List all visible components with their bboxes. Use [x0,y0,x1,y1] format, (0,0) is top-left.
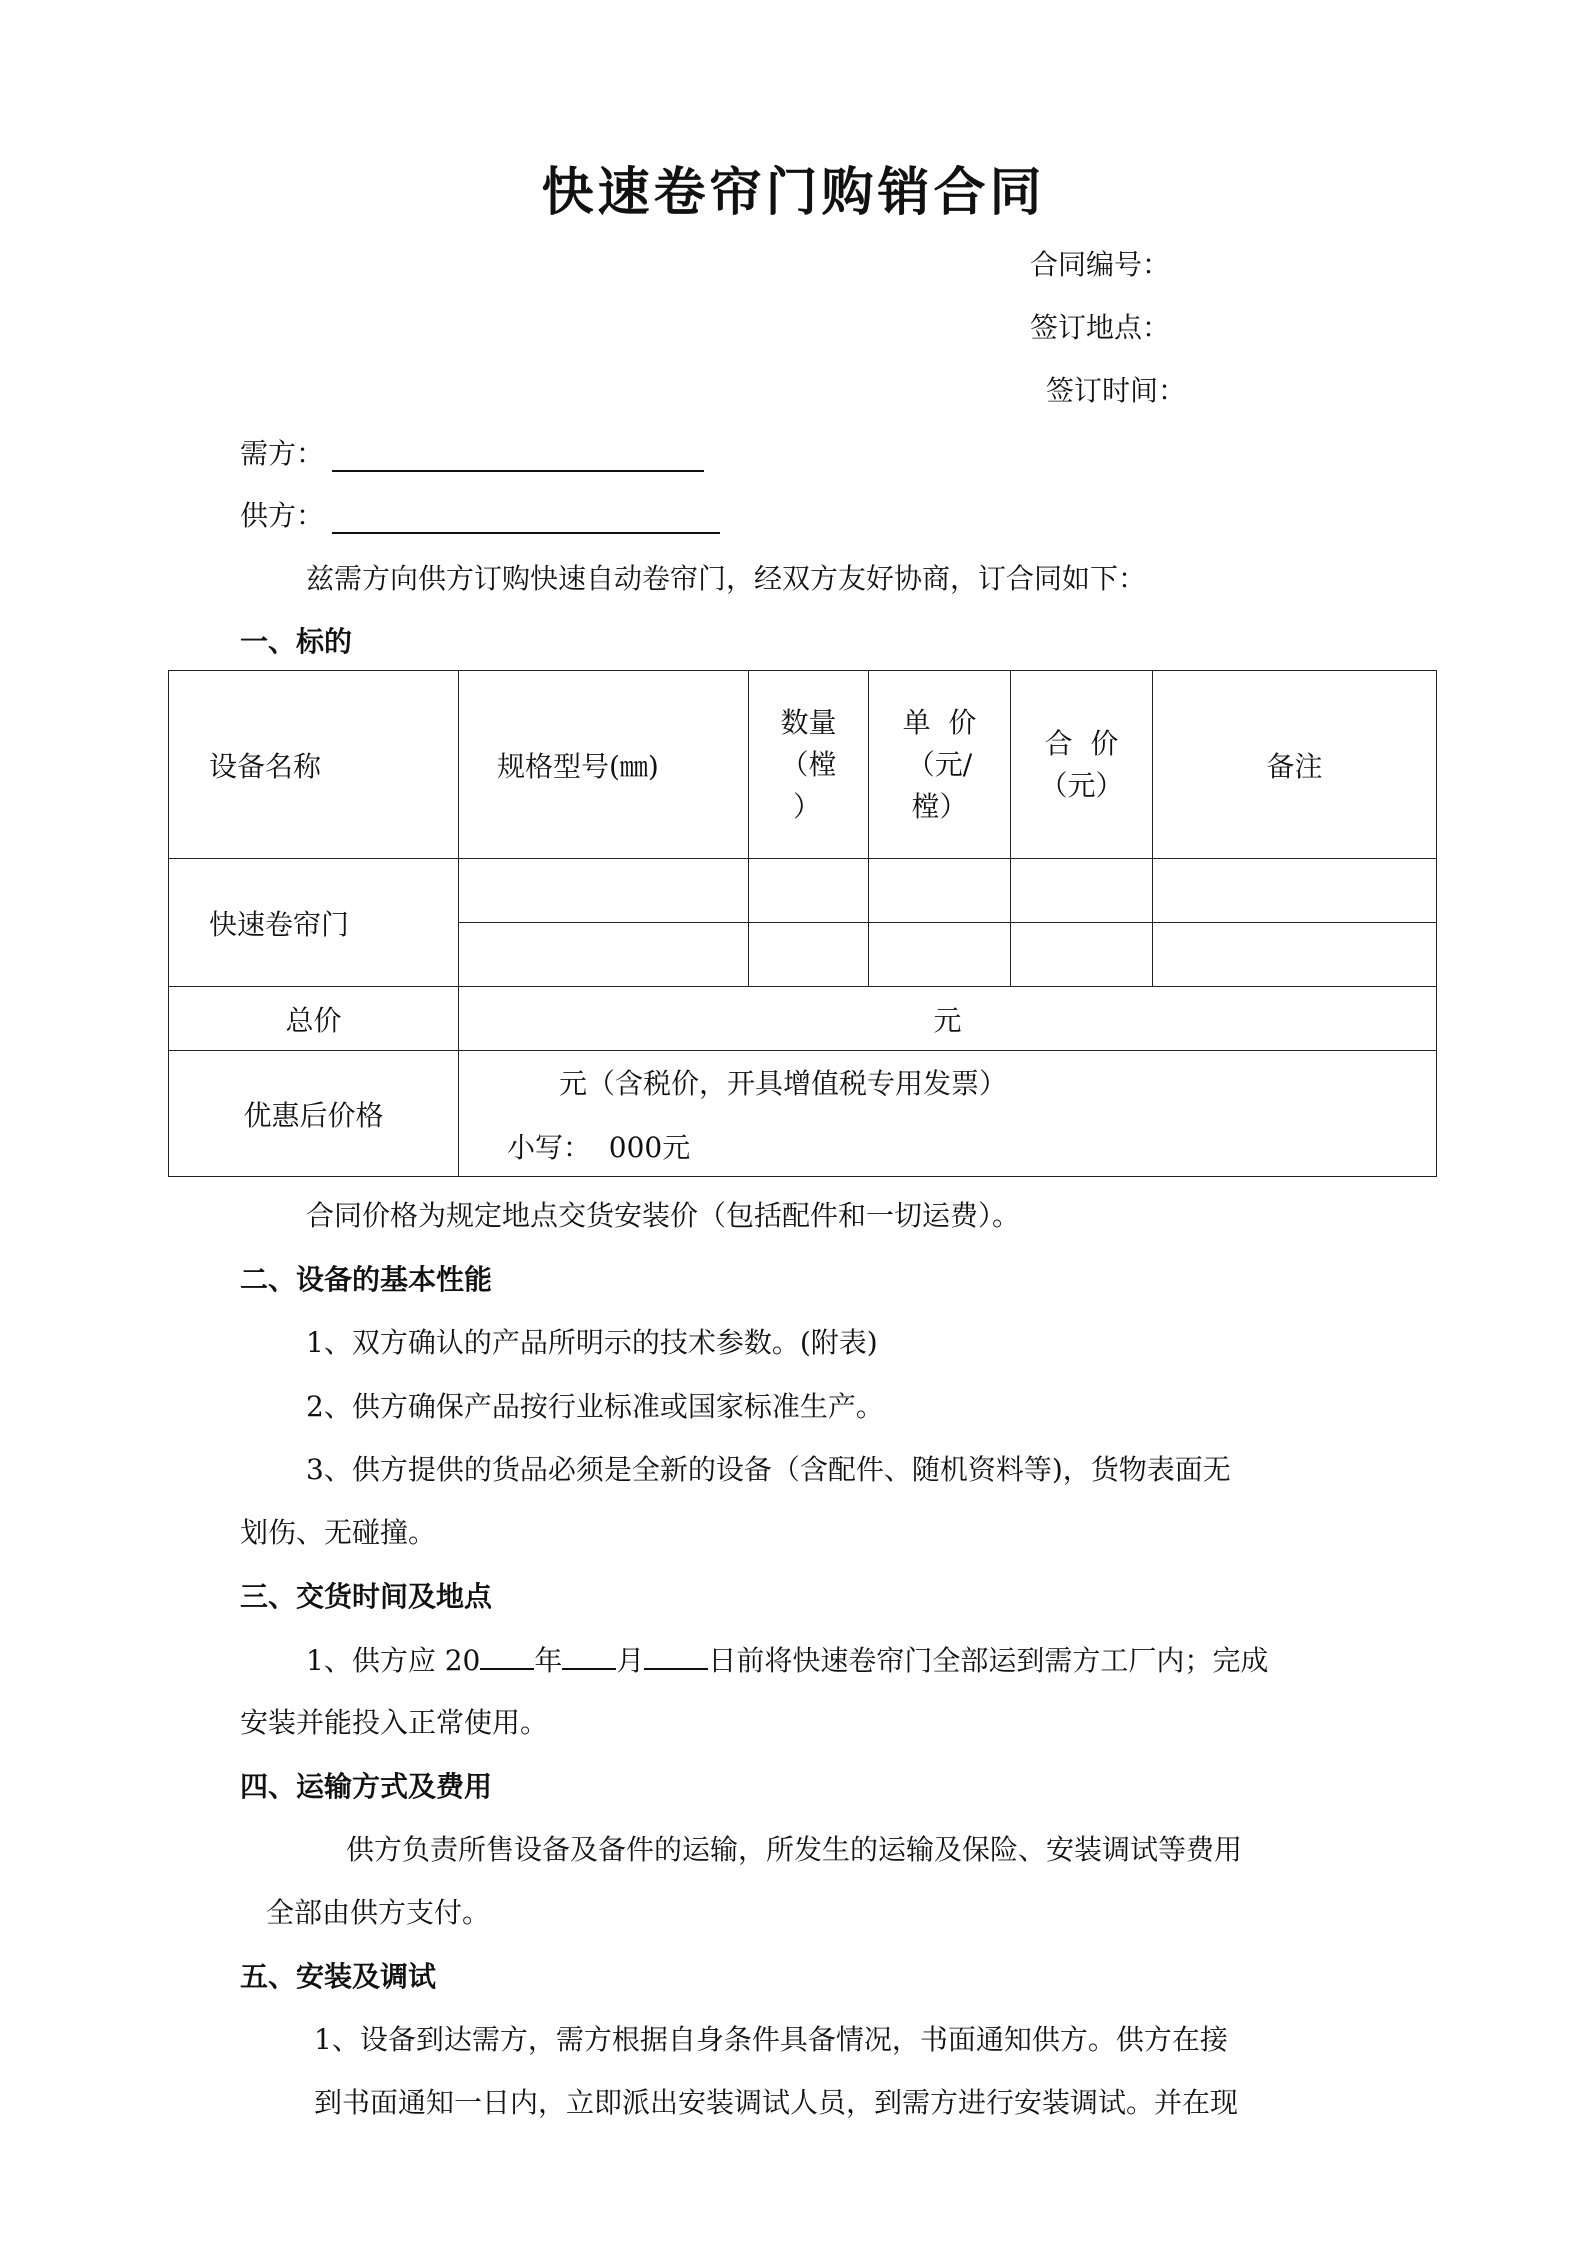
header-quantity [749,671,869,859]
header-total-price [1011,671,1153,859]
quantity-cell[interactable] [749,923,869,987]
header-quantity-line2: （樘 [780,747,837,781]
discount-price-line: 元（含税价，开具增值税专用发票） [559,1066,1008,1100]
quantity-cell[interactable] [749,859,869,923]
contract-number-label: 合同编号： [1030,248,1171,281]
section-2-item-1: 1、双方确认的产品所明示的技术参数。(附表) [306,1326,878,1359]
discount-amount-line: 小写： 000元 [507,1130,691,1164]
section-3-line2: 安装并能投入正常使用。 [240,1706,549,1739]
remark-cell[interactable] [1153,859,1437,923]
discount-value-cell [459,1051,1437,1177]
section-2-heading: 二、设备的基本性能 [240,1263,493,1296]
header-total-price-line2: （元） [1039,768,1124,802]
section-4-line1: 供方负责所售设备及备件的运输，所发生的运输及保险、安装调试等费用 [346,1833,1243,1866]
table-row [169,859,1437,923]
delivery-month-blank[interactable] [562,1638,616,1670]
delivery-year-blank[interactable] [480,1638,534,1670]
section-4-heading: 四、运输方式及费用 [240,1770,493,1803]
section-4-line2: 全部由供方支付。 [266,1896,491,1929]
delivery-year-label: 年 [534,1644,563,1677]
discount-row [169,1051,1437,1177]
intro-paragraph: 兹需方向供方订购快速自动卷帘门，经双方友好协商，订合同如下： [306,562,1147,595]
buyer-row [240,432,704,472]
header-unit-price [869,671,1011,859]
section-3-line1 [306,1638,1268,1679]
section-3-heading: 三、交货时间及地点 [240,1580,493,1613]
table-header-row [169,671,1437,859]
section-1-heading: 一、标的 [240,625,353,658]
header-quantity-line3: ） [793,789,822,823]
unit-price-cell[interactable] [869,923,1011,987]
section-5-heading: 五、安装及调试 [240,1960,437,1993]
total-price-cell[interactable] [1011,923,1153,987]
total-row [169,987,1437,1051]
product-name-cell: 快速卷帘门 [169,859,459,987]
header-unit-price-line1: 单 价 [902,705,977,739]
header-spec-model: 规格型号(㎜) [459,671,749,859]
header-device-name: 设备名称 [169,671,459,859]
header-unit-price-line3: 樘） [911,789,968,823]
header-remark: 备注 [1153,671,1437,859]
header-total-price-line1: 合 价 [1044,726,1119,760]
unit-price-cell[interactable] [869,859,1011,923]
document-title: 快速卷帘门购销合同 [541,163,1046,223]
section-2-item-2: 2、供方确保产品按行业标准或国家标准生产。 [306,1390,884,1423]
total-value: 元 [459,987,1437,1051]
total-label: 总价 [169,987,459,1051]
spec-cell[interactable] [459,923,749,987]
remark-cell[interactable] [1153,923,1437,987]
spec-cell[interactable] [459,859,749,923]
delivery-prefix: 1、供方应 20 [306,1644,481,1677]
price-note: 合同价格为规定地点交货安装价（包括配件和一切运费）。 [306,1199,1021,1232]
supplier-name-field[interactable] [332,498,720,534]
sign-time-label: 签订时间： [1046,374,1187,407]
delivery-suffix: 日前将快速卷帘门全部运到需方工厂内；完成 [708,1644,1269,1677]
supplier-label: 供方： [240,499,325,532]
supplier-row [240,494,720,534]
section-2-item-3-line1: 3、供方提供的货品必须是全新的设备（含配件、随机资料等)，货物表面无 [306,1453,1231,1486]
total-price-cell[interactable] [1011,859,1153,923]
header-quantity-line1: 数量 [780,705,837,739]
sign-place-label: 签订地点： [1030,311,1171,344]
section-5-line1: 1、设备到达需方，需方根据自身条件具备情况，书面通知供方。供方在接 [314,2023,1228,2056]
section-5-line2: 到书面通知一日内，立即派出安装调试人员，到需方进行安装调试。并在现 [314,2086,1239,2119]
buyer-label: 需方： [240,437,325,470]
discount-label: 优惠后价格 [169,1051,459,1177]
section-2-item-3-line2: 划伤、无碰撞。 [240,1516,437,1549]
delivery-month-label: 月 [616,1644,645,1677]
goods-table [168,670,1437,1177]
buyer-name-field[interactable] [332,436,704,472]
delivery-day-blank[interactable] [644,1638,708,1670]
header-unit-price-line2: （元/ [906,747,973,781]
